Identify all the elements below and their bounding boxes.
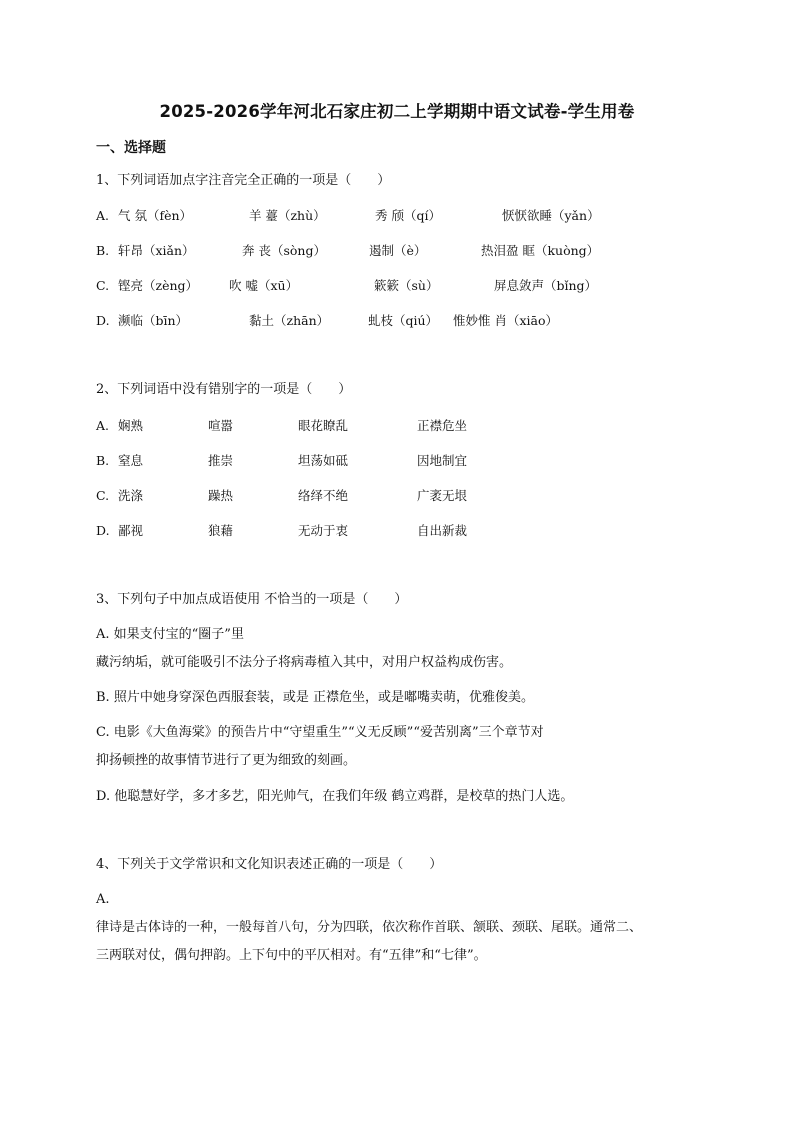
option-item: 狼藉 <box>208 523 234 538</box>
option-item: 濒临（bīn） <box>118 313 189 328</box>
question-3-option-b[interactable]: B. 照片中她身穿深色西服套装，或是 正襟危坐，或是嘟嘴卖萌，优雅俊美。 <box>96 690 534 705</box>
option-item: 推崇 <box>208 453 234 468</box>
option-item: 自出新裁 <box>417 523 468 538</box>
option-item: 恹恹欲睡（yǎn） <box>502 208 600 223</box>
option-item: 窒息 <box>118 453 144 468</box>
option-item: 无动于衷 <box>298 523 349 538</box>
question-1-stem: 1、下列词语加点字注音完全正确的一项是（ ） <box>96 173 391 188</box>
option-letter: A. <box>96 418 110 433</box>
question-4-option-a[interactable]: A. <box>96 892 110 907</box>
option-letter: C. <box>96 488 110 503</box>
question-3-option-c-continued: 抑扬顿挫的故事情节进行了更为细致的刻画。 <box>96 753 357 768</box>
option-item: 因地制宜 <box>417 453 468 468</box>
option-letter: D. <box>96 313 110 328</box>
question-2-stem: 2、下列词语中没有错别字的一项是（ ） <box>96 382 352 397</box>
option-item: 络绎不绝 <box>298 488 349 503</box>
option-item: 羊 薹（zhù） <box>249 208 326 223</box>
option-item: 鄙视 <box>118 523 144 538</box>
option-item: 眼花瞭乱 <box>298 418 349 433</box>
option-letter: D. <box>96 523 110 538</box>
option-item: 铿亮（zèng） <box>118 278 199 293</box>
question-3-stem: 3、下列句子中加点成语使用 不恰当的一项是（ ） <box>96 592 408 607</box>
option-item: 轩昂（xiǎn） <box>118 243 195 258</box>
question-3-option-a[interactable]: A. 如果支付宝的“圈子”里 <box>96 627 244 642</box>
option-letter: B. <box>96 243 110 258</box>
question-4-option-a-text: 律诗是古体诗的一种，一般每首八句，分为四联，依次称作首联、颔联、颈联、尾联。通常二、 <box>96 920 643 935</box>
option-item: 正襟危坐 <box>417 418 468 433</box>
option-item: 虬枝（qiú） <box>368 313 439 328</box>
option-item: 坦荡如砥 <box>298 453 349 468</box>
option-letter: A. <box>96 208 110 223</box>
option-item: 奔 丧（sòng） <box>242 243 326 258</box>
document-title: 2025-2026学年河北石家庄初二上学期期中语文试卷-学生用卷 <box>159 102 635 121</box>
option-item: 洗涤 <box>118 488 144 503</box>
option-item: 娴熟 <box>118 418 144 433</box>
option-item: 屏息敛声（bǐng） <box>494 278 598 293</box>
option-item: 躁热 <box>208 488 234 503</box>
option-item: 惟妙惟 肖（xiāo） <box>453 313 558 328</box>
question-3-option-c[interactable]: C. 电影《大鱼海棠》的预告片中“守望重生”“义无反顾”“爱苦别离”三个章节对 <box>96 725 544 740</box>
option-item: 簌簌（sù） <box>374 278 439 293</box>
option-letter: B. <box>96 453 110 468</box>
question-4-option-a-text-continued: 三两联对仗，偶句押韵。上下句中的平仄相对。有“五律”和“七律”。 <box>96 948 487 963</box>
option-item: 吹 嘘（xū） <box>229 278 299 293</box>
question-3-option-d[interactable]: D. 他聪慧好学，多才多艺，阳光帅气，在我们年级 鹤立鸡群，是校草的热门人选。 <box>96 789 574 804</box>
option-item: 气 氛（fèn） <box>118 208 193 223</box>
option-item: 喧嚣 <box>208 418 234 433</box>
option-item: 黏土（zhān） <box>249 313 330 328</box>
option-item: 广袤无垠 <box>417 488 468 503</box>
section-heading: 一、选择题 <box>96 140 166 156</box>
option-item: 遏制（è） <box>369 243 427 258</box>
question-4-stem: 4、下列关于文学常识和文化知识表述正确的一项是（ ） <box>96 857 443 872</box>
option-item: 热泪盈 眶（kuòng） <box>481 243 600 258</box>
option-item: 秀 颀（qí） <box>375 208 441 223</box>
option-letter: C. <box>96 278 110 293</box>
question-3-option-a-continued: 藏污纳垢，就可能吸引不法分子将病毒植入其中，对用户权益构成伤害。 <box>96 655 513 670</box>
